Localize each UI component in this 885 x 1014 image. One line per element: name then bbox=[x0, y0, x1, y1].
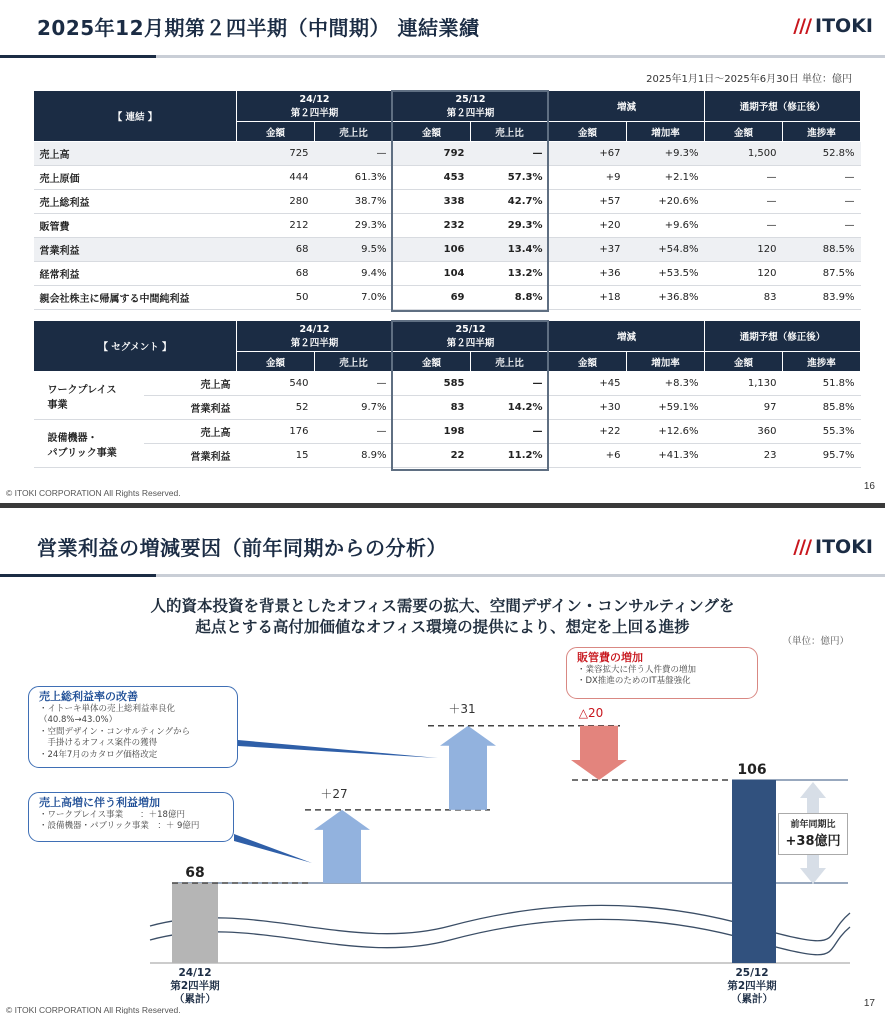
table-row bbox=[34, 214, 861, 238]
bar-value-label: ＋31 bbox=[448, 701, 476, 716]
callout-gross-margin-line: （40.8%→43.0%） bbox=[39, 715, 118, 725]
table-row bbox=[34, 396, 861, 420]
column-sub-header: 金額 bbox=[237, 352, 315, 372]
table-cell: +36 bbox=[549, 262, 627, 286]
callout-sales-increase-line: ・設備機器・パブリック事業 ：＋ 9億円 bbox=[39, 821, 200, 831]
table-cell: 15 bbox=[237, 444, 315, 468]
page-number: 17 bbox=[863, 998, 875, 1009]
column-sub-header: 進捗率 bbox=[783, 122, 861, 142]
table-cell: — bbox=[705, 214, 783, 238]
slide-consolidated-results bbox=[0, 0, 885, 503]
table-cell: 792 bbox=[393, 142, 471, 166]
column-group-header: 増減 bbox=[549, 321, 705, 352]
table-cell: +59.1% bbox=[627, 396, 705, 420]
table-cell: — bbox=[705, 166, 783, 190]
itoki-logo-text: ITOKI bbox=[815, 536, 873, 558]
title-rule bbox=[0, 55, 885, 58]
period-note: 2025年1月1日～2025年6月30日 単位：億円 bbox=[646, 74, 852, 85]
increase-arrow-sales bbox=[314, 810, 370, 883]
table-cell: 57.3% bbox=[471, 166, 549, 190]
column-group-header: 25/12 第２四半期 bbox=[393, 91, 549, 122]
row-label: 売上原価 bbox=[34, 166, 237, 190]
callout-gross-margin-title: 売上総利益率の改善 bbox=[39, 690, 138, 703]
row-label: 売上高 bbox=[34, 142, 237, 166]
callout-sales-increase-title: 売上高増に伴う利益増加 bbox=[39, 796, 160, 809]
table-cell: 52.8% bbox=[783, 142, 861, 166]
table-cell: 68 bbox=[237, 262, 315, 286]
table-cell: — bbox=[783, 214, 861, 238]
table-cell: +6 bbox=[549, 444, 627, 468]
table-row bbox=[34, 238, 861, 262]
table-cell: +20.6% bbox=[627, 190, 705, 214]
table-cell: 453 bbox=[393, 166, 471, 190]
table-cell: 120 bbox=[705, 262, 783, 286]
table-cell: — bbox=[315, 372, 393, 396]
table-cell: 338 bbox=[393, 190, 471, 214]
table-cell: 51.8% bbox=[783, 372, 861, 396]
table-cell: +53.5% bbox=[627, 262, 705, 286]
segment-name: 設備機器・ パブリック事業 bbox=[34, 420, 144, 468]
column-sub-header: 売上比 bbox=[315, 122, 393, 142]
table-cell: +22 bbox=[549, 420, 627, 444]
callout-sales-increase-line: ・ワークプレイス事業 ：＋18億円 bbox=[39, 809, 185, 820]
table-cell: — bbox=[315, 420, 393, 444]
headline-line-2: 起点とする高付加価値なオフィス環境の提供により、想定を上回る進捗 bbox=[195, 618, 690, 636]
bar-value-label: 106 bbox=[737, 762, 767, 778]
yoy-compare-label: 前年同期比 bbox=[790, 820, 836, 830]
x-axis-label: （累計） bbox=[731, 993, 773, 1005]
column-sub-header: 金額 bbox=[705, 122, 783, 142]
x-axis-label: 第2四半期 bbox=[170, 980, 220, 992]
table-cell: +12.6% bbox=[627, 420, 705, 444]
table-cell: 95.7% bbox=[783, 444, 861, 468]
callout-sales-increase bbox=[28, 792, 234, 842]
callout-gross-margin-line: 手掛けるオフィス案件の獲得 bbox=[39, 738, 158, 748]
table-cell: 42.7% bbox=[471, 190, 549, 214]
table-row bbox=[34, 420, 861, 444]
segment-metric: 売上高 bbox=[144, 420, 237, 444]
column-sub-header: 金額 bbox=[393, 352, 471, 372]
table-cell: — bbox=[783, 166, 861, 190]
callout-gross-margin-line: ・イトーキ単体の売上総利益率良化 bbox=[39, 703, 176, 714]
column-sub-header: 進捗率 bbox=[783, 352, 861, 372]
table-cell: 13.4% bbox=[471, 238, 549, 262]
bar-result-25-12 bbox=[732, 780, 776, 963]
table-cell: 198 bbox=[393, 420, 471, 444]
segment-metric: 営業利益 bbox=[144, 396, 237, 420]
bar-value-label: 68 bbox=[185, 865, 205, 881]
itoki-logo-mark-icon: /// bbox=[793, 536, 812, 558]
column-group-header: 通期予想（修正後） bbox=[705, 91, 861, 122]
itoki-logo-mark-icon: /// bbox=[793, 15, 812, 37]
table-cell: +2.1% bbox=[627, 166, 705, 190]
table-cell: +67 bbox=[549, 142, 627, 166]
column-sub-header: 増加率 bbox=[627, 352, 705, 372]
table-cell: 176 bbox=[237, 420, 315, 444]
segment-name: ワークプレイス 事業 bbox=[34, 372, 144, 420]
row-label: 営業利益 bbox=[34, 238, 237, 262]
table-corner-label: 【 連結 】 bbox=[34, 91, 237, 142]
table-cell: — bbox=[471, 420, 549, 444]
table-cell: 29.3% bbox=[471, 214, 549, 238]
table-cell: +37 bbox=[549, 238, 627, 262]
table-corner-label: 【 セグメント 】 bbox=[34, 321, 237, 372]
table-cell: 13.2% bbox=[471, 262, 549, 286]
table-cell: 50 bbox=[237, 286, 315, 310]
copyright-footer: © ITOKI CORPORATION All Rights Reserved. bbox=[6, 1005, 181, 1014]
table-cell: 29.3% bbox=[315, 214, 393, 238]
column-sub-header: 売上比 bbox=[315, 352, 393, 372]
table-cell: 585 bbox=[393, 372, 471, 396]
x-axis-label: 24/12 bbox=[178, 967, 212, 979]
callout-sga-increase-line: ・業容拡大に伴う人件費の増加 bbox=[577, 664, 697, 675]
table-cell: +9.6% bbox=[627, 214, 705, 238]
slide-operating-profit-analysis bbox=[0, 508, 885, 1014]
column-sub-header: 金額 bbox=[549, 352, 627, 372]
table-cell: 725 bbox=[237, 142, 315, 166]
column-group-header: 24/12 第２四半期 bbox=[237, 321, 393, 352]
column-sub-header: 金額 bbox=[705, 352, 783, 372]
table-cell: 88.5% bbox=[783, 238, 861, 262]
table-cell: +41.3% bbox=[627, 444, 705, 468]
x-axis-label: 第2四半期 bbox=[727, 980, 777, 992]
row-label: 親会社株主に帰属する中間純利益 bbox=[34, 286, 237, 310]
row-label: 売上総利益 bbox=[34, 190, 237, 214]
copyright-footer: © ITOKI CORPORATION All Rights Reserved. bbox=[6, 488, 181, 498]
table-cell: 232 bbox=[393, 214, 471, 238]
column-group-header: 通期予想（修正後） bbox=[705, 321, 861, 352]
column-sub-header: 増加率 bbox=[627, 122, 705, 142]
yoy-compare-box bbox=[778, 813, 848, 855]
callout-gross-margin-line: ・24年7月のカタログ価格改定 bbox=[39, 749, 158, 760]
table-row bbox=[34, 444, 861, 468]
row-label: 経常利益 bbox=[34, 262, 237, 286]
increase-arrow-margin bbox=[440, 726, 496, 810]
consolidated-table bbox=[33, 90, 861, 310]
table-row bbox=[34, 286, 861, 310]
table-row bbox=[34, 142, 861, 166]
table-row bbox=[34, 190, 861, 214]
table-cell: +57 bbox=[549, 190, 627, 214]
table-cell: 104 bbox=[393, 262, 471, 286]
table-cell: 38.7% bbox=[315, 190, 393, 214]
table-cell: — bbox=[471, 142, 549, 166]
column-sub-header: 売上比 bbox=[471, 352, 549, 372]
table-cell: 9.5% bbox=[315, 238, 393, 262]
table-cell: 97 bbox=[705, 396, 783, 420]
table-cell: 1,500 bbox=[705, 142, 783, 166]
table-cell: +18 bbox=[549, 286, 627, 310]
table-row bbox=[34, 166, 861, 190]
itoki-logo-text: ITOKI bbox=[815, 15, 873, 37]
table-cell: 85.8% bbox=[783, 396, 861, 420]
column-group-header: 25/12 第２四半期 bbox=[393, 321, 549, 352]
table-cell: 120 bbox=[705, 238, 783, 262]
page-title: 営業利益の増減要因（前年同期からの分析） bbox=[37, 536, 447, 560]
table-cell: 9.4% bbox=[315, 262, 393, 286]
table-cell: +20 bbox=[549, 214, 627, 238]
table-cell: 52 bbox=[237, 396, 315, 420]
callout-gross-margin-line: ・空間デザイン・コンサルティングから bbox=[39, 726, 191, 737]
bar-base-24-12 bbox=[172, 883, 218, 963]
x-axis-label: （累計） bbox=[174, 993, 216, 1005]
x-axis-label: 25/12 bbox=[735, 967, 769, 979]
table-cell: 444 bbox=[237, 166, 315, 190]
table-row bbox=[34, 372, 861, 396]
table-cell: +9 bbox=[549, 166, 627, 190]
column-sub-header: 金額 bbox=[393, 122, 471, 142]
yoy-compare-value: +38億円 bbox=[785, 834, 841, 849]
segment-table bbox=[33, 320, 861, 468]
table-cell: 106 bbox=[393, 238, 471, 262]
unit-label: （単位：億円） bbox=[782, 636, 849, 647]
callout-sga-increase-line: ・DX推進のためのIT基盤強化 bbox=[577, 676, 691, 686]
table-cell: 360 bbox=[705, 420, 783, 444]
bar-value-label: △20 bbox=[578, 705, 604, 720]
table-cell: 8.9% bbox=[315, 444, 393, 468]
table-cell: 83 bbox=[393, 396, 471, 420]
bar-value-label: ＋27 bbox=[320, 786, 348, 801]
table-cell: 280 bbox=[237, 190, 315, 214]
table-cell: 540 bbox=[237, 372, 315, 396]
table-cell: 9.7% bbox=[315, 396, 393, 420]
table-cell: +54.8% bbox=[627, 238, 705, 262]
row-label: 販管費 bbox=[34, 214, 237, 238]
table-row bbox=[34, 262, 861, 286]
itoki-logo bbox=[793, 15, 873, 37]
headline-line-1: 人的資本投資を背景としたオフィス需要の拡大、空間デザイン・コンサルティングを bbox=[150, 597, 735, 615]
column-group-header: 24/12 第２四半期 bbox=[237, 91, 393, 122]
callout-sga-increase-title: 販管費の増加 bbox=[577, 651, 643, 664]
callout-gross-margin bbox=[28, 686, 238, 768]
table-cell: — bbox=[783, 190, 861, 214]
table-cell: +45 bbox=[549, 372, 627, 396]
table-cell: 83.9% bbox=[783, 286, 861, 310]
table-cell: — bbox=[705, 190, 783, 214]
table-cell: — bbox=[315, 142, 393, 166]
callout-sga-increase bbox=[566, 647, 758, 699]
table-cell: 69 bbox=[393, 286, 471, 310]
table-cell: 212 bbox=[237, 214, 315, 238]
column-group-header: 増減 bbox=[549, 91, 705, 122]
table-cell: 61.3% bbox=[315, 166, 393, 190]
page-title: 2025年12月期第２四半期（中間期） 連結業績 bbox=[37, 16, 480, 40]
table-cell: 1,130 bbox=[705, 372, 783, 396]
column-sub-header: 金額 bbox=[549, 122, 627, 142]
callout-pointer bbox=[234, 834, 312, 863]
table-cell: 11.2% bbox=[471, 444, 549, 468]
segment-metric: 営業利益 bbox=[144, 444, 237, 468]
table-cell: 87.5% bbox=[783, 262, 861, 286]
decrease-arrow-sga bbox=[571, 726, 627, 780]
table-cell: +36.8% bbox=[627, 286, 705, 310]
table-cell: 68 bbox=[237, 238, 315, 262]
page-number: 16 bbox=[863, 481, 875, 492]
callout-pointer bbox=[238, 740, 438, 758]
table-cell: — bbox=[471, 372, 549, 396]
table-cell: 55.3% bbox=[783, 420, 861, 444]
table-cell: +8.3% bbox=[627, 372, 705, 396]
table-cell: 22 bbox=[393, 444, 471, 468]
column-sub-header: 売上比 bbox=[471, 122, 549, 142]
table-cell: 14.2% bbox=[471, 396, 549, 420]
column-sub-header: 金額 bbox=[237, 122, 315, 142]
table-cell: 7.0% bbox=[315, 286, 393, 310]
table-cell: +9.3% bbox=[627, 142, 705, 166]
segment-metric: 売上高 bbox=[144, 372, 237, 396]
table-cell: 83 bbox=[705, 286, 783, 310]
table-cell: 23 bbox=[705, 444, 783, 468]
table-cell: 8.8% bbox=[471, 286, 549, 310]
table-cell: +30 bbox=[549, 396, 627, 420]
